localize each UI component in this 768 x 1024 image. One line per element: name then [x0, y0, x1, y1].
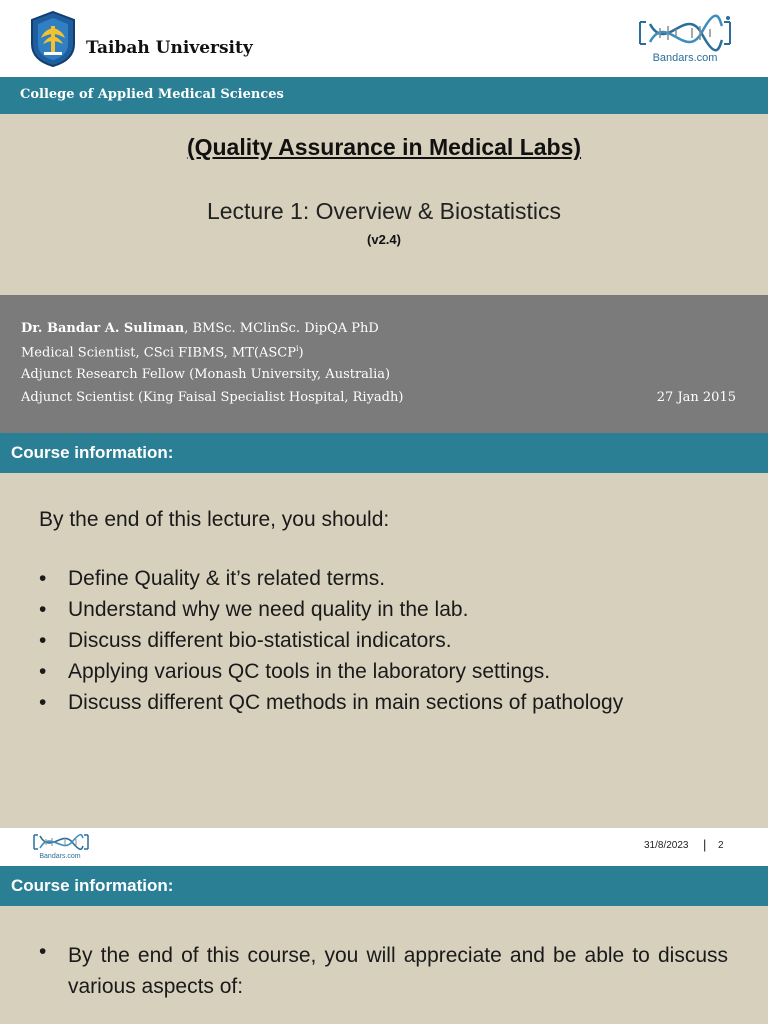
- partner-logo-text: Bandars.com: [652, 52, 718, 64]
- footer-separator: |: [703, 837, 707, 852]
- objective-text: Discuss different QC methods in main sections of pathology: [68, 691, 624, 714]
- author-credentials-line: [21, 321, 379, 336]
- author-role-line: [21, 344, 304, 360]
- list-item: [39, 567, 623, 598]
- author-adjunct-scientist: Adjunct Scientist (King Faisal Specialist Hospital, Riyadh): [21, 390, 404, 405]
- lecture-date: 27 Jan 2015: [656, 390, 736, 405]
- page-number: 2: [718, 840, 724, 851]
- course-title: (Quality Assurance in Medical Labs): [186, 134, 582, 160]
- section-title: Course information:: [11, 443, 174, 462]
- footer-logo-text: Bandars.com: [39, 853, 81, 860]
- objective-text: Define Quality & it’s related terms.: [68, 567, 386, 590]
- version-label: (v2.4): [367, 232, 401, 247]
- author-name: Dr. Bandar A. Suliman: [21, 321, 185, 336]
- objective-text: Discuss different bio-statistical indicators.: [68, 629, 452, 652]
- bullet-icon: •: [39, 940, 47, 963]
- objectives-intro: By the end of this lecture, you should:: [39, 508, 390, 531]
- author-role-superscript: i: [295, 344, 299, 353]
- list-item: [39, 598, 623, 629]
- bullet-icon: •: [39, 598, 47, 621]
- bullet-icon: •: [39, 629, 47, 652]
- bullet-icon: •: [39, 567, 47, 590]
- bullet-icon: •: [39, 660, 47, 683]
- author-degrees: , BMSc. MClinSc. DipQA PhD: [184, 321, 379, 336]
- list-item: [39, 629, 623, 660]
- course-outcome-text: By the end of this course, you will appreciate and be able to discuss various aspects of:: [68, 944, 728, 998]
- objective-text: Applying various QC tools in the laboratory settings.: [68, 660, 551, 683]
- list-item: [39, 691, 623, 722]
- footer-date: 31/8/2023: [644, 840, 689, 851]
- author-role-close: ): [298, 345, 304, 361]
- objectives-list: [39, 567, 623, 722]
- college-name: College of Applied Medical Sciences: [20, 87, 284, 102]
- author-box: [0, 295, 768, 433]
- objective-text: Understand why we need quality in the lab.: [68, 598, 469, 621]
- section-title: Course information:: [11, 876, 174, 895]
- list-item: [39, 660, 623, 691]
- lecture-subtitle: Lecture 1: Overview & Biostatistics: [206, 198, 562, 224]
- author-role: Medical Scientist, CSci FIBMS, MT(ASCP: [21, 345, 296, 361]
- bullet-icon: •: [39, 691, 47, 714]
- author-fellowship: Adjunct Research Fellow (Monash University, Australia): [21, 367, 391, 382]
- taibah-university-logo-icon: [28, 10, 78, 68]
- university-name: Taibah University: [86, 38, 253, 58]
